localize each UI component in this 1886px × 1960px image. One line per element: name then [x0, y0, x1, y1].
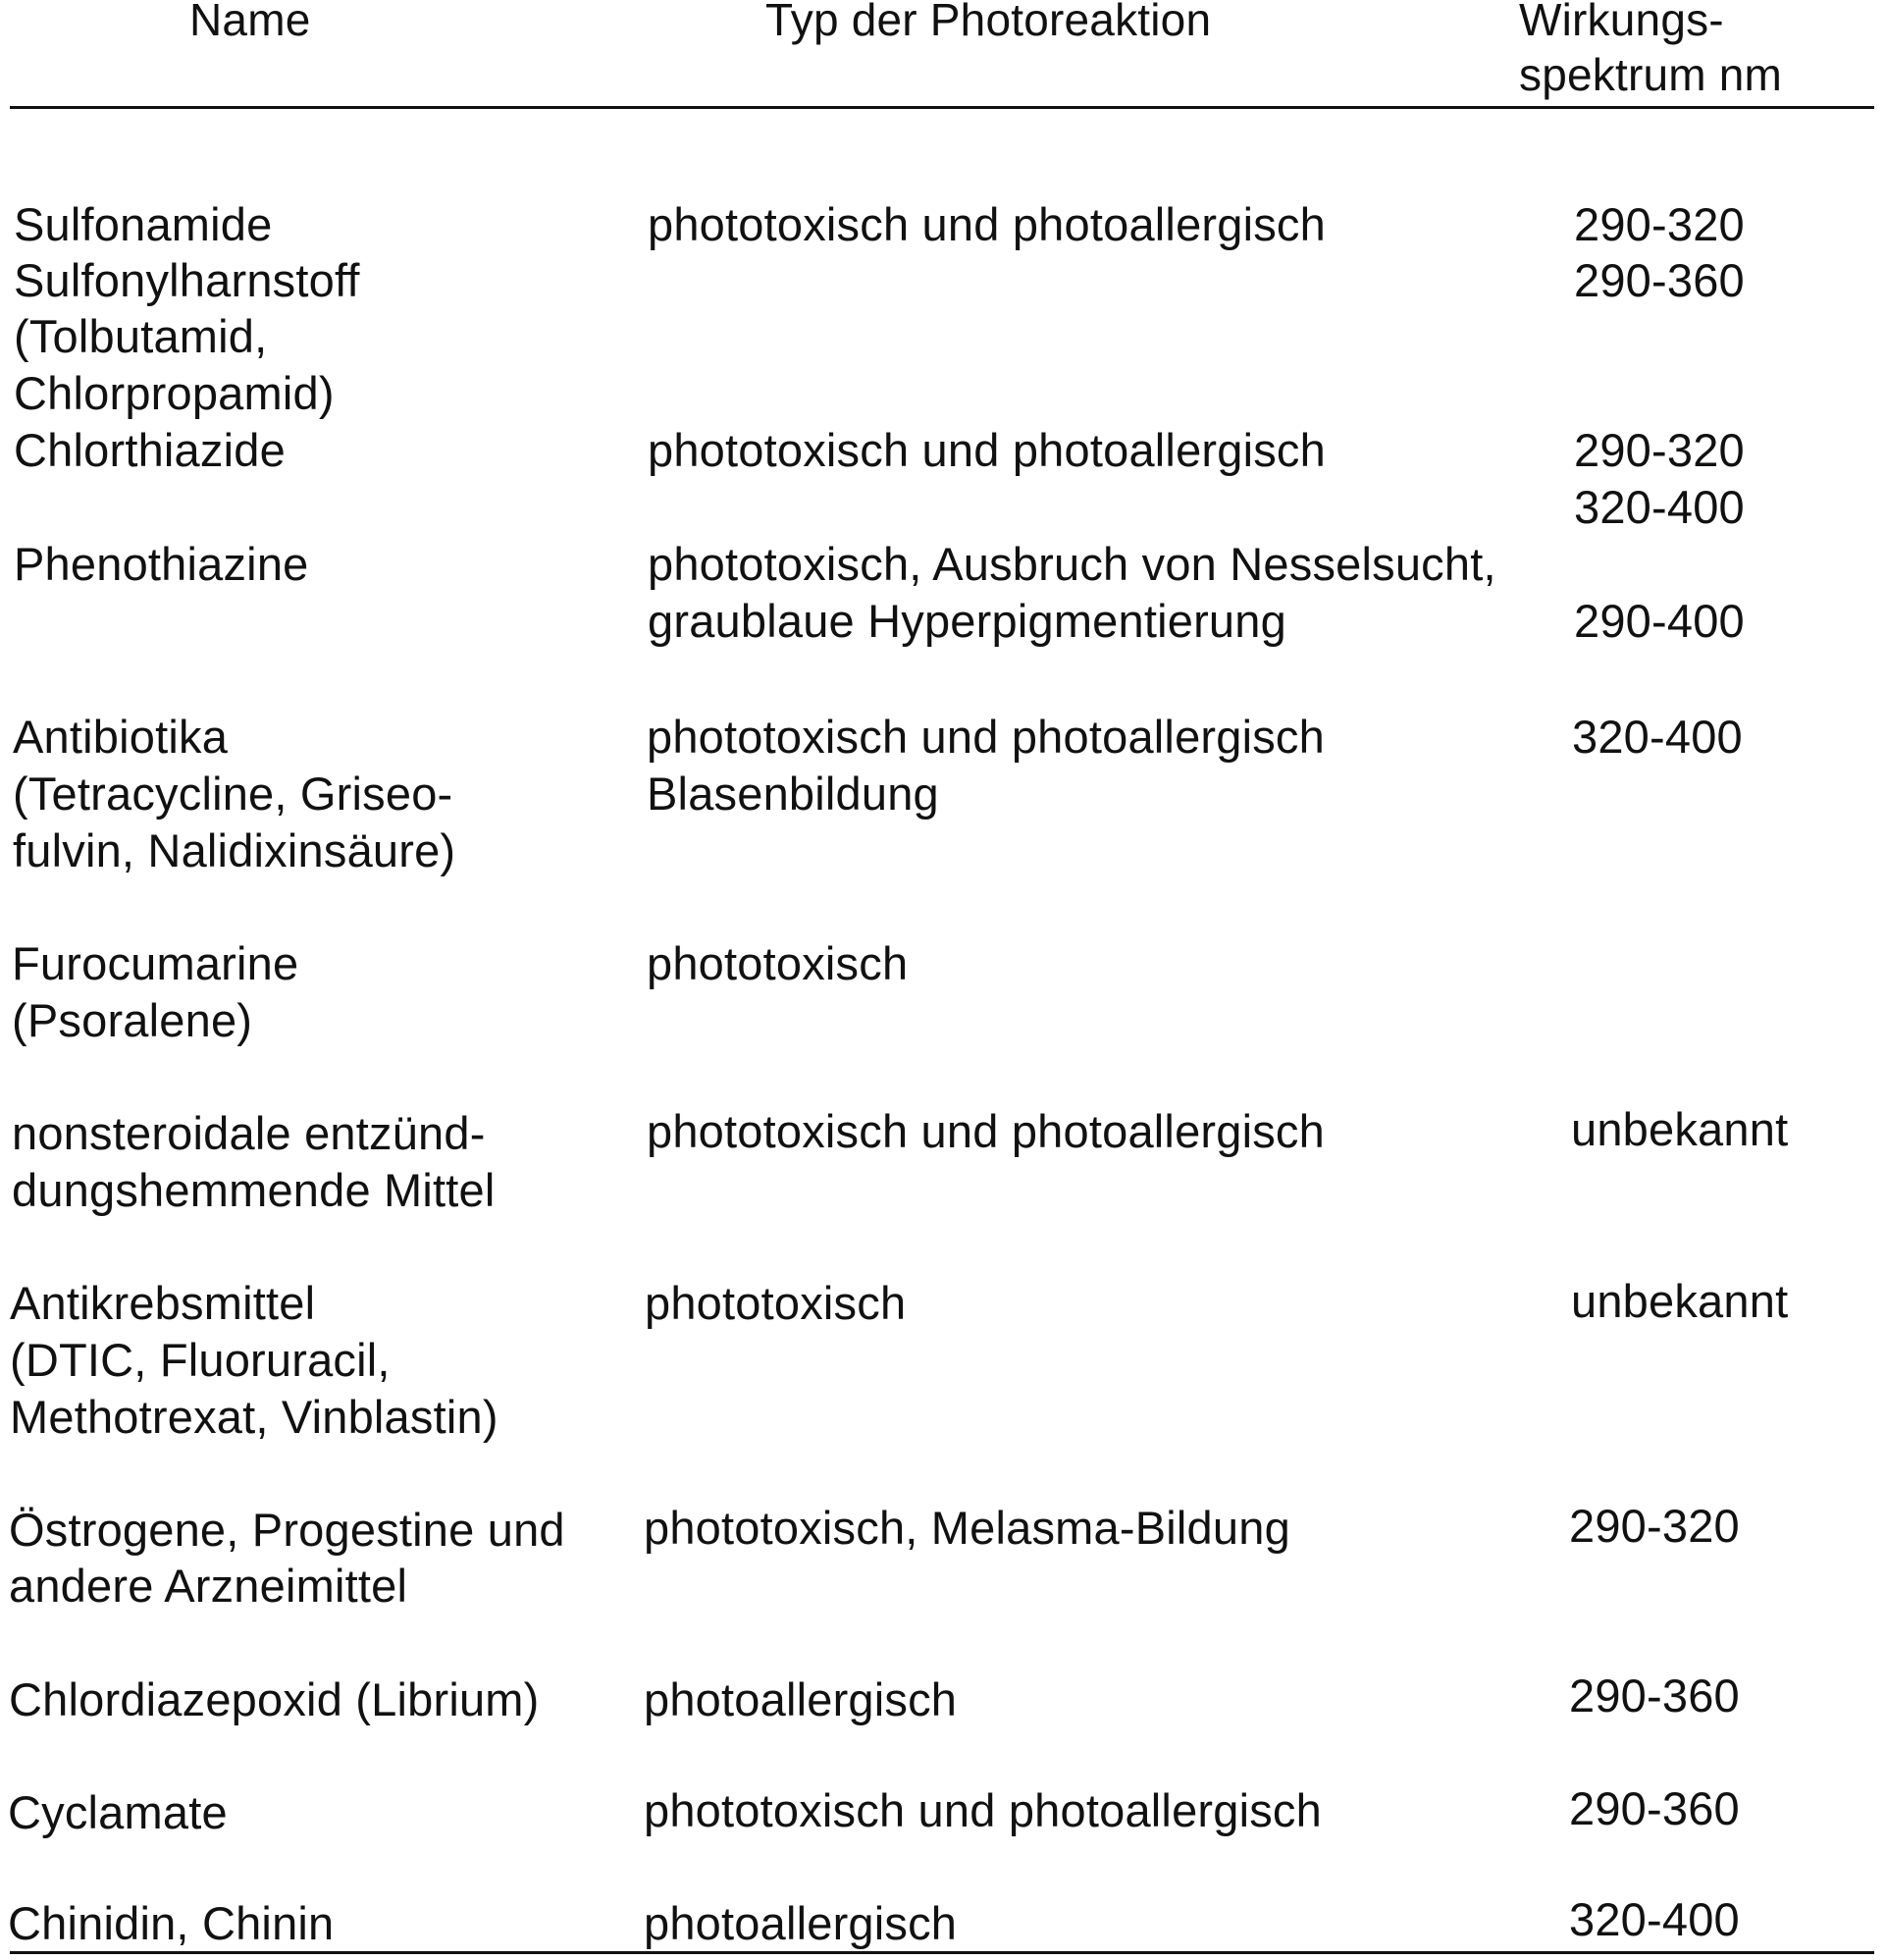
cell-spectrum: 290-360 [1574, 254, 1745, 306]
cell-name: Sulfonylharnstoff [14, 254, 360, 306]
cell-type: phototoxisch und photoallergisch [648, 424, 1326, 476]
cell-name: (Tolbutamid, [14, 310, 268, 362]
cell-name: Cyclamate [8, 1786, 228, 1838]
cell-type: photoallergisch [644, 1673, 958, 1725]
cell-type: graublaue Hyperpigmentierung [648, 595, 1286, 647]
cell-name: Chlorthiazide [14, 424, 286, 476]
cell-type: phototoxisch und photoallergisch [647, 711, 1325, 763]
cell-type: Blasenbildung [647, 768, 939, 820]
cell-name: (Tetracycline, Griseo- [13, 768, 453, 820]
cell-spectrum: 290-400 [1574, 595, 1745, 647]
cell-spectrum: unbekannt [1571, 1275, 1789, 1327]
cell-name: Methotrexat, Vinblastin) [10, 1391, 498, 1443]
header-name: Name [189, 0, 311, 45]
cell-spectrum: 290-320 [1574, 198, 1745, 250]
cell-type: phototoxisch, Melasma-Bildung [644, 1502, 1290, 1554]
cell-type: phototoxisch [645, 1277, 907, 1329]
cell-name: Antikrebsmittel [10, 1277, 316, 1329]
cell-spectrum: 290-360 [1569, 1782, 1740, 1834]
cell-name: Chinidin, Chinin [8, 1897, 335, 1949]
cell-type: phototoxisch und photoallergisch [647, 1105, 1325, 1157]
header-rule [10, 106, 1874, 109]
cell-name: (Psoralene) [12, 994, 253, 1046]
cell-name: dungshemmende Mittel [12, 1164, 496, 1216]
cell-spectrum: 320-400 [1572, 711, 1743, 763]
cell-type: phototoxisch, Ausbruch von Nesselsucht, [648, 538, 1496, 590]
cell-name: fulvin, Nalidixinsäure) [13, 824, 456, 876]
cell-name: Sulfonamide [14, 198, 273, 250]
cell-name: Phenothiazine [14, 538, 309, 590]
cell-spectrum: 320-400 [1569, 1893, 1740, 1945]
cell-name: nonsteroidale entzünd- [12, 1107, 486, 1159]
cell-spectrum: 290-320 [1574, 424, 1745, 476]
cell-spectrum: 290-320 [1569, 1500, 1740, 1552]
cell-name: Chlordiazepoxid (Librium) [9, 1673, 540, 1725]
header-type: Typ der Photoreaktion [765, 0, 1212, 45]
cell-name: Furocumarine [12, 937, 299, 989]
cell-name: Östrogene, Progestine und [9, 1504, 565, 1556]
cell-type: photoallergisch [644, 1897, 958, 1949]
cell-name: Antibiotika [13, 711, 229, 763]
cell-spectrum: 290-360 [1569, 1669, 1740, 1722]
cell-type: phototoxisch und photoallergisch [644, 1784, 1322, 1836]
cell-name: (DTIC, Fluoruracil, [10, 1334, 391, 1386]
header-spectrum-line1: Wirkungs- [1519, 0, 1724, 45]
cell-spectrum: 320-400 [1574, 481, 1745, 533]
bottom-rule [10, 1951, 1874, 1954]
cell-type: phototoxisch und photoallergisch [648, 198, 1326, 250]
cell-type: phototoxisch [647, 937, 909, 989]
header-spectrum-line2: spektrum nm [1519, 49, 1783, 100]
cell-name: andere Arzneimittel [9, 1560, 408, 1612]
cell-name: Chlorpropamid) [14, 367, 335, 419]
cell-spectrum: unbekannt [1571, 1103, 1789, 1155]
